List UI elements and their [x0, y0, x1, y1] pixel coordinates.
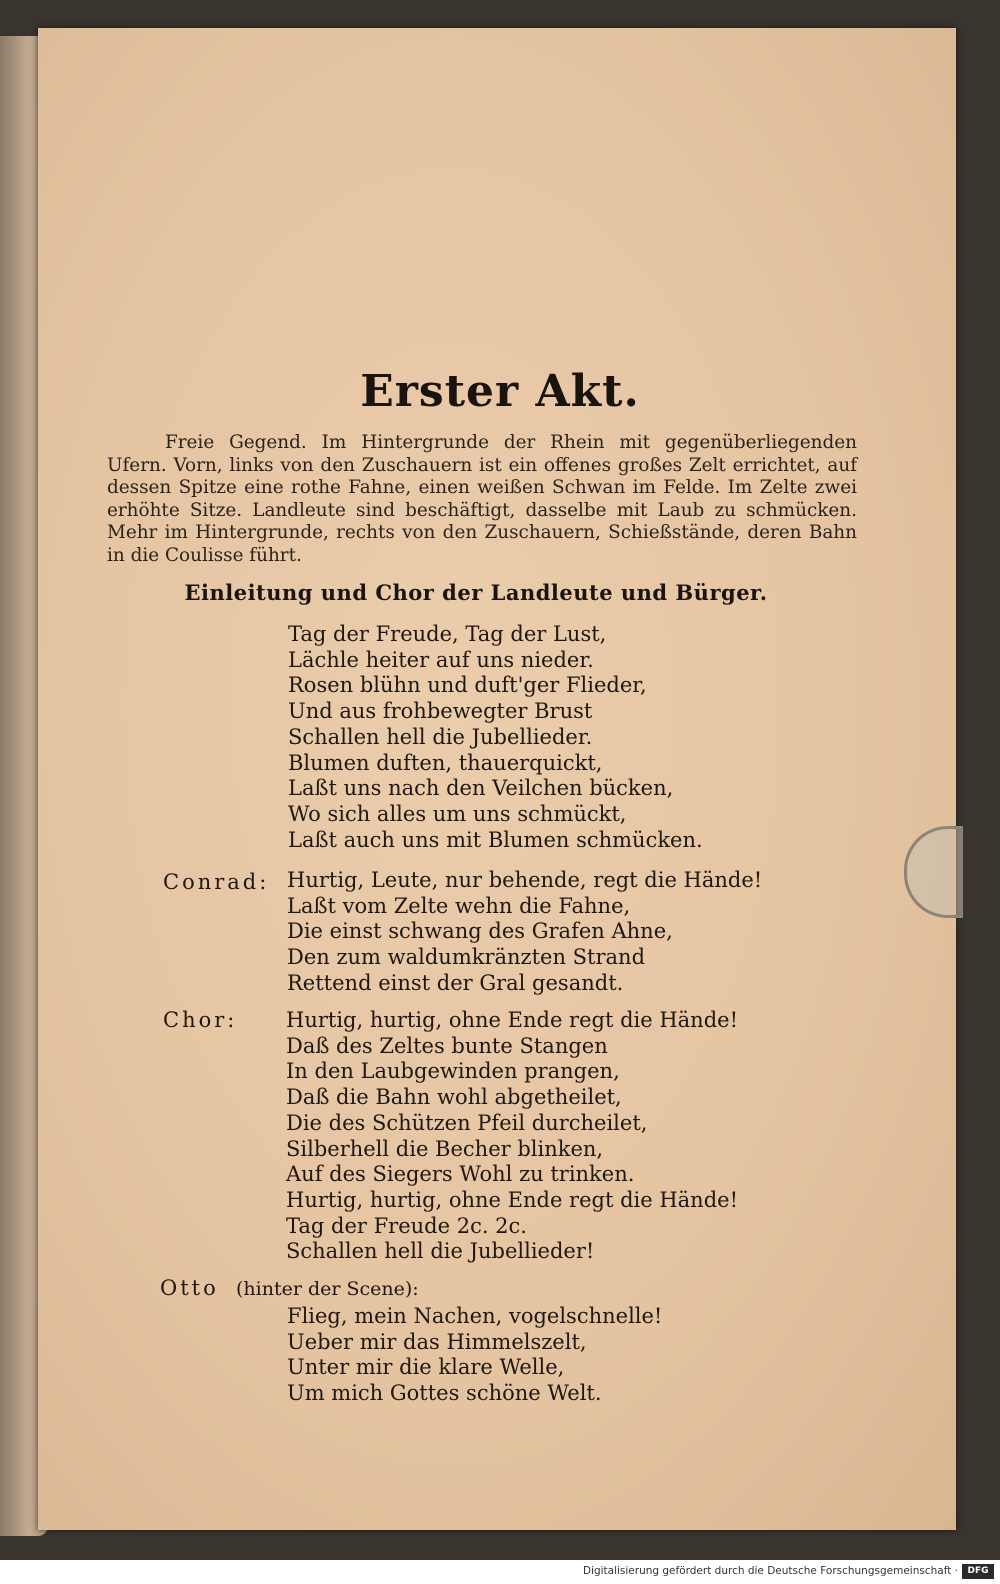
verse-line: Blumen duften, thauerquickt,: [288, 750, 603, 775]
verse-line: Die des Schützen Pfeil durcheilet,: [286, 1110, 648, 1135]
verse-line: In den Laubgewinden prangen,: [286, 1059, 620, 1084]
stage-direction-text: Freie Gegend. Im Hintergrunde der Rhein mit gegenüberliegenden Ufern. Vorn, links von den Zuschauern ist ein offenes großes Zelt errichtet, auf dessen Spitze eine rothe Fahne, einen weißen Schwan im Felde. Im Zelte zwei erhöhte Sitze. Landleute sind beschäftigt, dasselbe mit Laub zu schmücken. Mehr im Hintergrunde, rechts von den Zuschauern, Schießstände, deren Bahn in die Coulisse führt.: [107, 432, 857, 566]
footer-credit: Digitalisierung gefördert durch die Deutsche Forschungsgemeinschaft ·: [582, 1565, 958, 1577]
verse-line: Hurtig, hurtig, ohne Ende regt die Hände!: [286, 1187, 739, 1212]
verse-line: Hurtig, hurtig, ohne Ende regt die Hände!: [286, 1008, 739, 1032]
speaker-otto: Otto: [160, 1276, 219, 1300]
speaker-chor: Chor:: [163, 1008, 238, 1032]
dfg-logo: DFG: [962, 1564, 994, 1579]
section-heading: Einleitung und Chor der Landleute und Bürger.: [184, 580, 768, 605]
verse-line: Den zum waldumkränzten Strand: [287, 945, 646, 970]
speaker-conrad: Conrad:: [163, 870, 270, 894]
stage-direction: [107, 432, 857, 568]
conrad-lines: [287, 868, 762, 997]
otto-lines: [287, 1304, 662, 1407]
verse-line: Tag der Freude 2c. 2c.: [286, 1213, 527, 1238]
verse-line: Wo sich alles um uns schmückt,: [288, 801, 627, 826]
verse-line: Die einst schwang des Grafen Ahne,: [287, 919, 673, 944]
verse-line: Silberhell die Becher blinken,: [286, 1136, 604, 1161]
verse-line: Laßt uns nach den Veilchen bücken,: [288, 776, 674, 801]
opening-chorus: [288, 622, 703, 853]
verse-line: Ueber mir das Himmelszelt,: [287, 1329, 587, 1354]
verse-line: Daß des Zeltes bunte Stangen: [286, 1033, 608, 1058]
speaker-otto-note: (hinter der Scene):: [236, 1278, 419, 1300]
act-title: Erster Akt.: [360, 366, 640, 417]
verse-line: Und aus frohbewegter Brust: [288, 699, 593, 724]
verse-line: Laßt vom Zelte wehn die Fahne,: [287, 893, 631, 918]
verse-line: Auf des Siegers Wohl zu trinken.: [286, 1162, 635, 1187]
verse-line: Schallen hell die Jubellieder!: [286, 1239, 595, 1264]
verse-line: Rettend einst der Gral gesandt.: [287, 970, 624, 995]
verse-line: Lächle heiter auf uns nieder.: [288, 647, 594, 672]
verse-line: Laßt auch uns mit Blumen schmücken.: [288, 827, 703, 852]
verse-line: Daß die Bahn wohl abgetheilet,: [286, 1085, 622, 1110]
verse-line: Rosen blühn und duft'ger Flieder,: [288, 673, 647, 698]
chor-lines: [286, 1008, 738, 1265]
verse-line: Um mich Gottes schöne Welt.: [287, 1381, 602, 1406]
verse-line: Tag der Freude, Tag der Lust,: [288, 622, 607, 646]
verse-line: Unter mir die klare Welle,: [287, 1355, 565, 1380]
verse-line: Hurtig, Leute, nur behende, regt die Hände!: [287, 868, 763, 892]
verse-line: Schallen hell die Jubellieder.: [288, 724, 593, 749]
verse-line: Flieg, mein Nachen, vogelschnelle!: [287, 1304, 663, 1328]
